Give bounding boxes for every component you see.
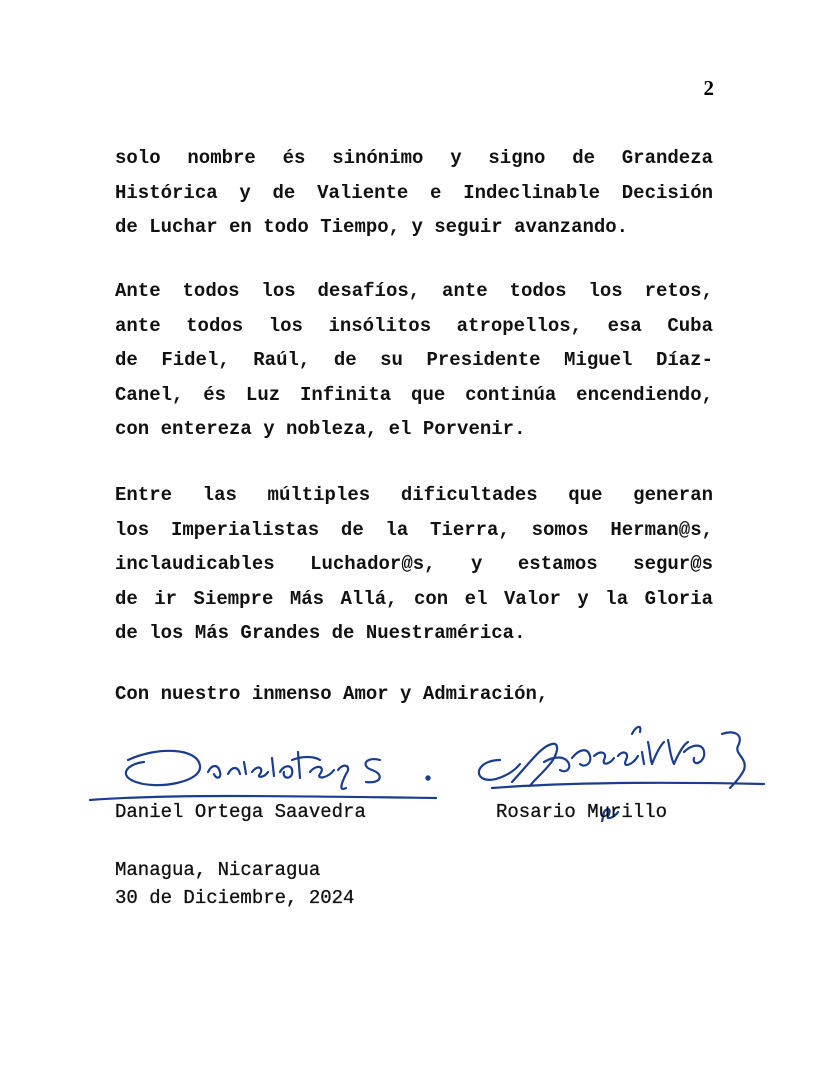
- paragraph-line: de ir Siempre Más Allá, con el Valor y la Gloria: [115, 587, 713, 610]
- paragraph-line: de Fidel, Raúl, de su Presidente Miguel Díaz-: [115, 349, 713, 371]
- paragraph-line: solo nombre és sinónimo y signo de Grandeza: [115, 147, 713, 169]
- paragraph-1: [115, 141, 713, 245]
- paragraph-3: [115, 478, 713, 651]
- paragraph-line: Entre las múltiples dificultades que generan: [115, 484, 713, 506]
- paragraph-line: los Imperialistas de la Tierra, somos Herman@s,: [115, 518, 713, 541]
- paragraph-line: Canel, és Luz Infinita que continúa encendiendo,: [115, 383, 713, 406]
- paragraph-line: Ante todos los desafíos, ante todos los retos,: [115, 280, 713, 302]
- city-label: Managua, Nicaragua: [115, 859, 321, 881]
- paragraph-line: ante todos los insólitos atropellos, esa Cuba: [115, 314, 713, 337]
- paragraph-line: inclaudicables Luchador@s, y estamos segur@s: [115, 553, 713, 575]
- closing-line: Con nuestro inmenso Amor y Admiración,: [115, 683, 549, 705]
- paragraph-line: Histórica y de Valiente e Indeclinable Decisión: [115, 181, 713, 204]
- signer-name-left: Daniel Ortega Saavedra: [115, 801, 366, 823]
- paragraph-line: con entereza y nobleza, el Porvenir.: [115, 418, 526, 440]
- signer-name-right: Rosario Murillo: [496, 801, 668, 823]
- paragraph-line: de Luchar en todo Tiempo, y seguir avanzando.: [115, 216, 629, 238]
- date-label: 30 de Diciembre, 2024: [115, 887, 355, 909]
- signature-daniel-ortega: [88, 738, 448, 808]
- page-number: 2: [703, 76, 714, 100]
- paragraph-2: [115, 274, 713, 447]
- paragraph-line: de los Más Grandes de Nuestramérica.: [115, 622, 526, 644]
- place-and-date: [115, 856, 354, 912]
